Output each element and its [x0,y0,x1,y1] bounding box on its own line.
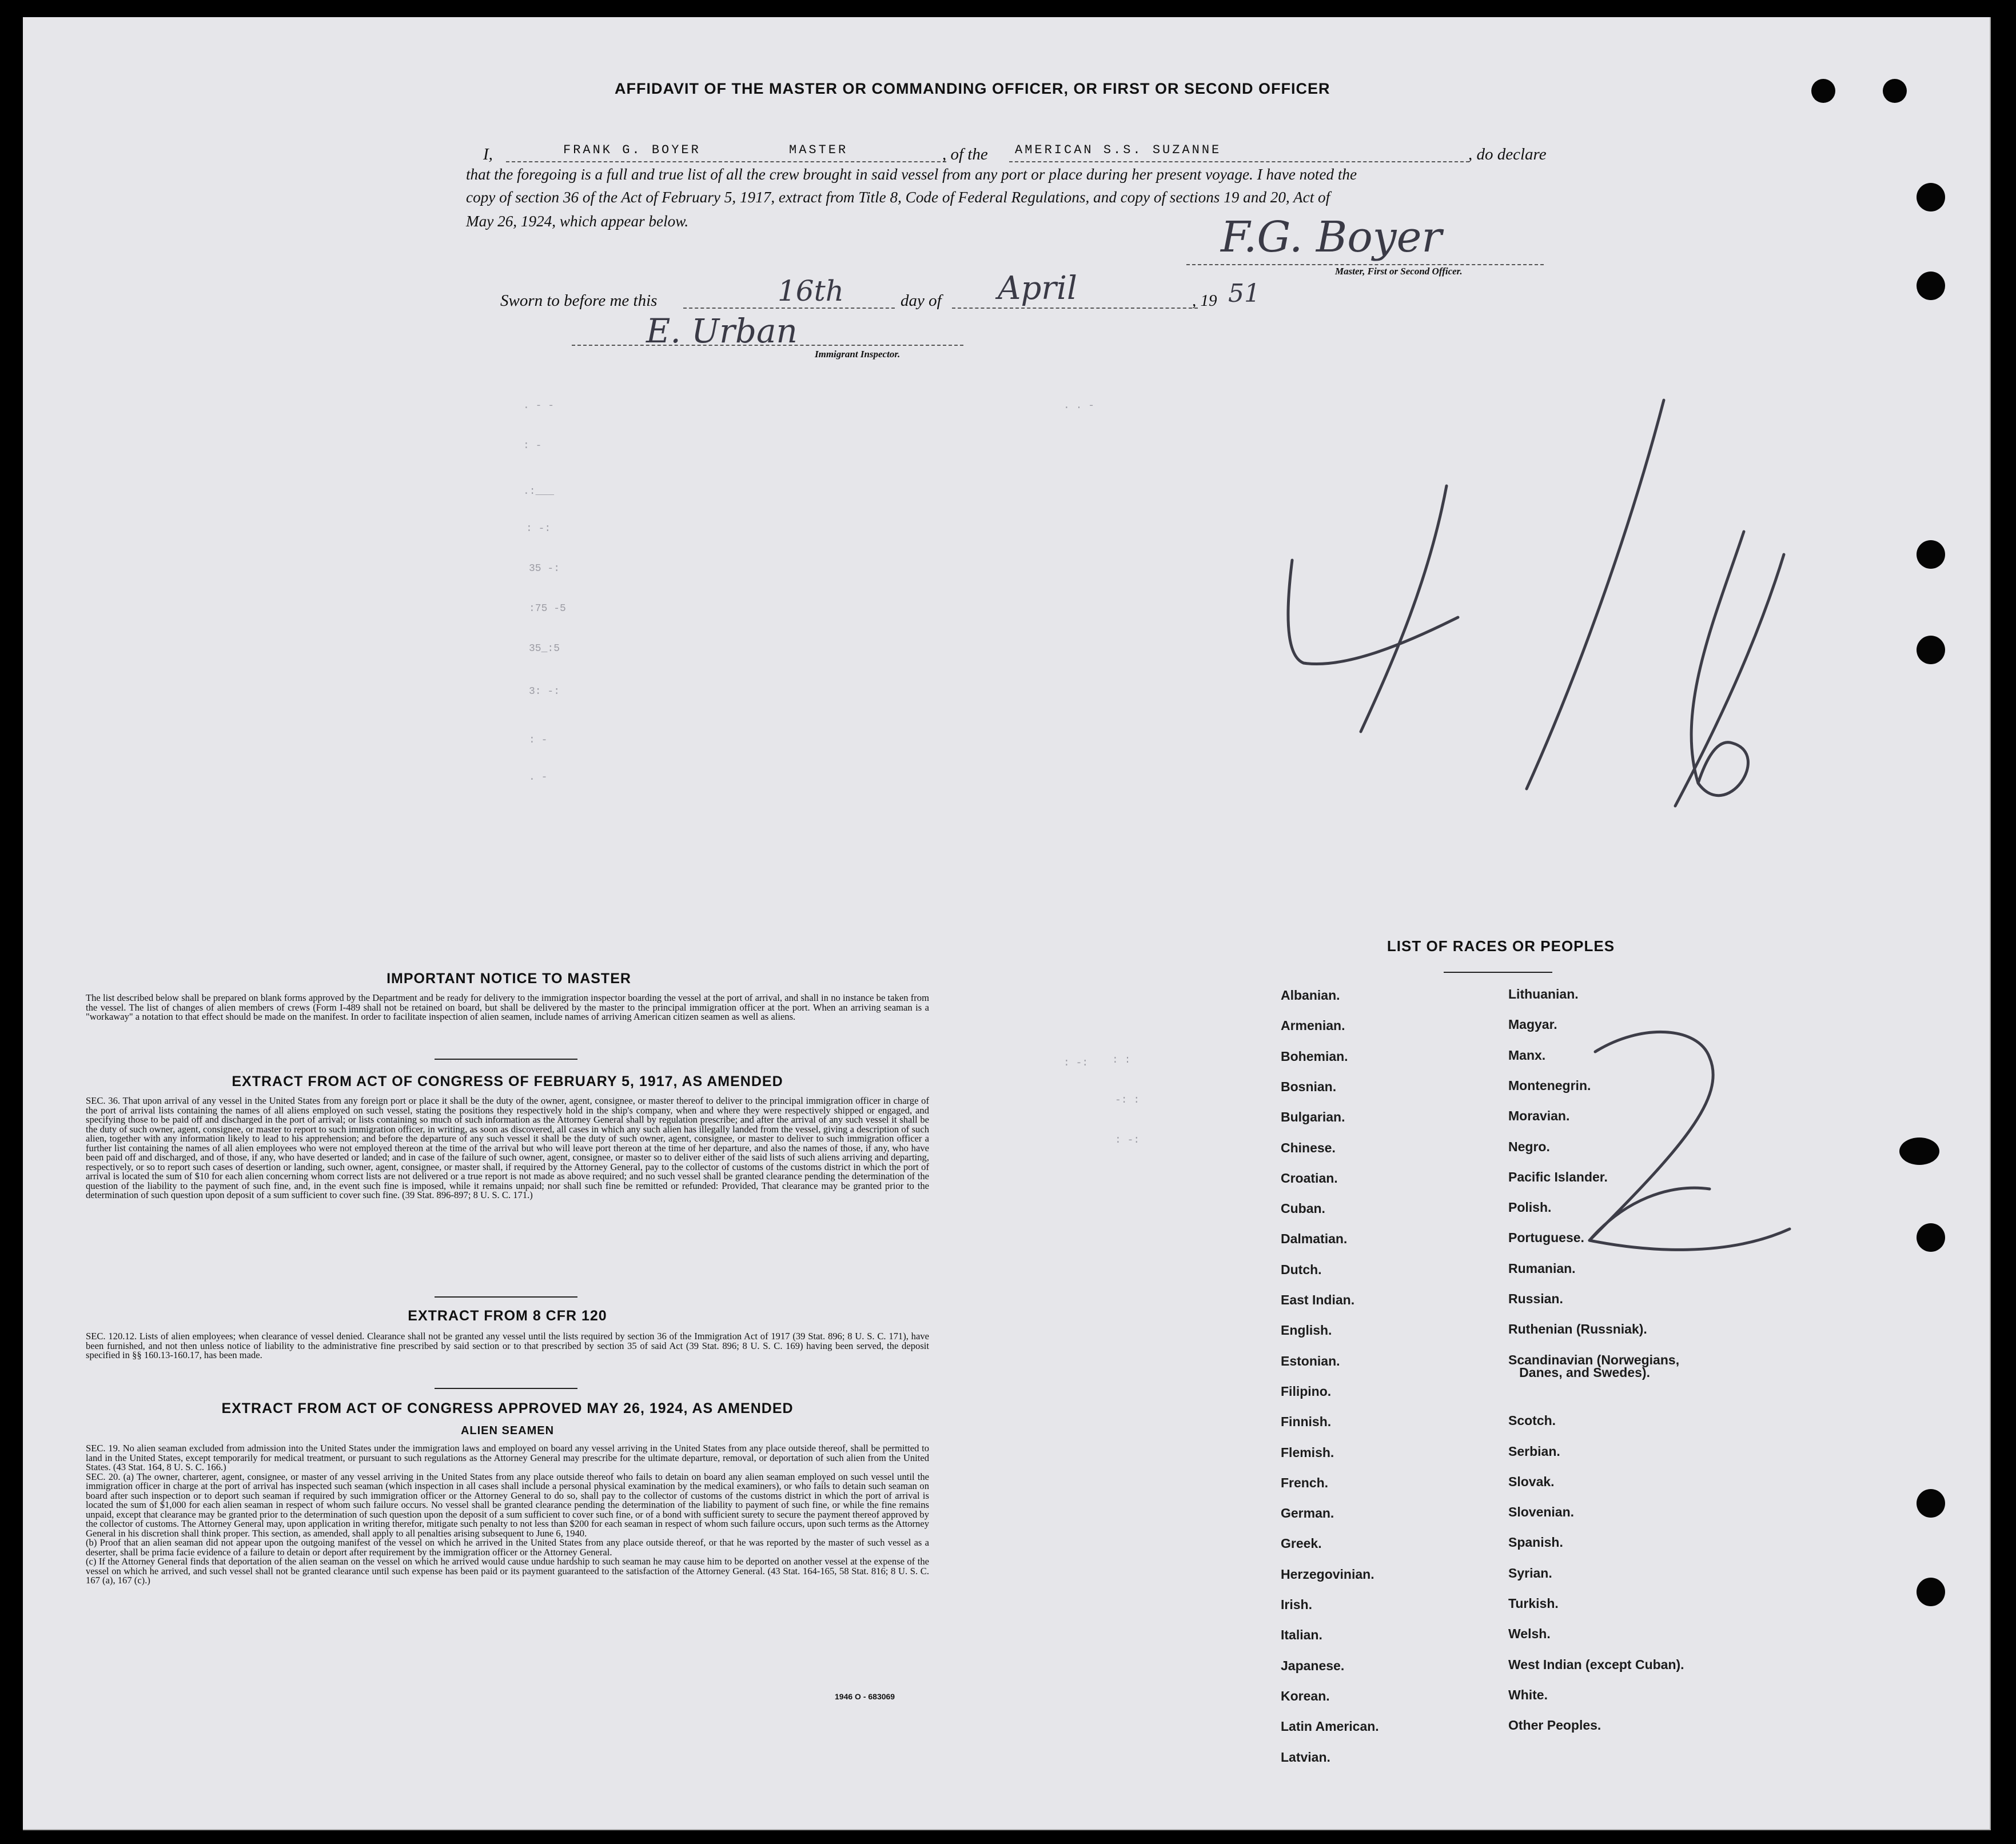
races-title: LIST OF RACES OR PEOPLES [1387,937,1615,955]
handwritten-number-mark [1555,1017,1818,1280]
race-item: Syrian. [1508,1565,1552,1580]
notice-title: IMPORTANT NOTICE TO MASTER [387,971,631,987]
bleed-through-mark: . - - [523,400,555,412]
race-item: Italian. [1281,1627,1322,1643]
bleed-through-mark: :75 -5 [529,603,566,614]
master-name: FRANK G. BOYER [563,143,701,157]
divider [1444,972,1552,973]
race-item: Scotch. [1508,1413,1556,1428]
race-item: Rumanian. [1508,1260,1576,1276]
bleed-through-mark: : : [1112,1055,1131,1066]
sworn-label: Sworn to before me this [500,292,658,310]
race-item: Ruthenian (Russniak). [1508,1322,1647,1337]
punch-hole [1917,1489,1945,1518]
extract-1917-body: SEC. 36. That upon arrival of any vessel in the United States from any foreign port or place it shall be the duty of the owner, agent, consignee, or master thereof to deliver to the principal immigration officer in charge of the port of arrival lists containing the names of all aliens employed on such vessel, stating the positions they respectively hold in the ship's company, when and where they were respectively shipped or engaged, and specifying those to be paid off and discharged in the port of arrival; or lists containing so much of such information as the Attorney General shall by regulation prescribe; and after the arrival of any such vessel it shall be the duty of such owner, agent, consignee, or master to report to such immigration officer, in writing, as soon as discovered, all cases in which any such alien has illegally landed from the vessel, giving a description of such alien, together with any information likely to lead to his apprehension; and before the departure of any such vessel it shall be the duty of such owner, agent, consignee, or master to deliver to such immigration officer a further list containing the names of all alien employees who were not employed thereon at the time of the arrival but who will leave port thereon at the time of her departure, and also the names of those, if any, who have been paid off and discharged, and of those, if any, who have deserted or landed; and in case of the failure of such owner, agent, consignee, or master so to deliver either of the said lists of such aliens arriving and departing, respectively, or so to report such cases of desertion or landing, such owner, agent, consignee, or master shall, if required by the Attorney General, pay to the collector of customs of the customs district in which the port of arrival is located the sum of $10 for each alien concerning whom correct lists are not delivered or a true report is not made as above required; and no such vessel shall be granted clearance pending the determination of the question of the liability to the payment of such fine, and, in the event such fine is imposed, while it remains unpaid; nor shall such fine be remitted or refunded: Provided, That clearance may be granted prior to the determination of such question upon deposit of a sum sufficient to cover such fine. (39 Stat. 896-897; 8 U. S. C. 171.) [86,1095,929,1200]
bleed-through-mark: : -: [526,523,551,534]
bleed-through-mark: : - [529,735,548,746]
race-item: Filipino. [1281,1383,1332,1399]
race-item: Korean. [1281,1688,1330,1703]
punch-hole [1899,1137,1939,1165]
month-line [952,308,1198,309]
race-item: Portuguese. [1508,1230,1584,1246]
vessel-line [1009,161,1469,162]
race-item: Polish. [1508,1200,1552,1215]
race-item: Chinese. [1281,1140,1336,1155]
race-item: Cuban. [1281,1201,1325,1216]
race-item: Other Peoples. [1508,1718,1601,1733]
punch-hole [1917,183,1945,211]
affidavit-title: AFFIDAVIT OF THE MASTER OR COMMANDING OFFICER, OR FIRST OR SECOND OFFICER [615,80,1330,97]
name-line [506,161,946,162]
punch-hole [1917,1223,1945,1252]
race-item: Armenian. [1281,1018,1345,1033]
affidavit-line: May 26, 1924, which appear below. [466,213,689,230]
race-item: Croatian. [1281,1170,1338,1186]
race-item: Japanese. [1281,1658,1345,1673]
extract-8cfr-title: EXTRACT FROM 8 CFR 120 [408,1308,607,1324]
handwritten-date-mark [1258,389,1807,846]
divider [435,1296,577,1298]
race-item: West Indian (except Cuban). [1508,1657,1684,1672]
race-item: French. [1281,1475,1329,1490]
race-item: Albanian. [1281,988,1340,1003]
bleed-through-mark: : -: [1063,1057,1089,1069]
master-caption: Master, First or Second Officer. [1335,266,1463,277]
race-item: Dutch. [1281,1262,1322,1277]
of-the-label: , of the [942,145,988,163]
race-item: Flemish. [1281,1444,1334,1460]
bleed-through-mark: : - [523,440,542,452]
race-item: Herzegovinian. [1281,1566,1374,1582]
notice-body: The list described below shall be prepared on blank forms approved by the Department and be ready for delivery to the immigration inspector boarding the vessel at the port of arrival, and shall in no instance be taken from the vessel. The list of changes of alien members of crews (Form I-489 shall not be retained on board, but shall be delivered by the master to the principal immigration officer at the port. When an arriving seaman is a "workaway" a notation to that effect should be made on the manifest. In order to facilitate inspection of alien seamen, include names of arriving American citizen seamen as well as aliens. [86,992,929,1022]
punch-hole [1917,1578,1945,1606]
race-item: Dalmatian. [1281,1231,1348,1247]
punch-hole [1883,79,1907,103]
race-item: Bosnian. [1281,1079,1337,1094]
race-item: Manx. [1508,1047,1546,1063]
sworn-day: 16th [778,274,844,308]
race-item: Bohemian. [1281,1048,1348,1064]
bleed-through-mark: 35_:5 [529,643,560,654]
race-item: Serbian. [1508,1443,1560,1459]
extract-1924-body: SEC. 19. No alien seaman excluded from admission into the United States under the immigration laws and employed on board any vessel arriving in the United States from any place outside thereof, shall be permitted to land in the United States, except temporarily for medical treatment, or pursuant to such regulations as the Attorney General may prescribe for the ultimate departure, removal, or deportation of such alien from the United States. (43 Stat. 164, 8 U. S. C. 166.) SEC. 20. (a) The owner, charterer, agent, consignee, or master of any vessel arriving in the United States from any place outside thereof who fails to detain on board any alien seaman employed on such vessel until the immigration officer in charge at the port of arrival has inspected such seaman (which inspection in all cases shall include a personal physical examination by the medical examiners), or who fails to detain such seaman on board after such inspection or to deport such seaman if required by such immigration officer or the Attorney General to do so, shall pay to the collector of customs of the customs district in which the port of arrival is located the sum of $1,000 for each alien seaman in respect of whom such failure occurs. No vessel shall be granted clearance pending the determination of the liability to payment of such fine, or while the fine remains unpaid, except that clearance may be granted prior to the determination of such question upon the deposit of a sum sufficient to cover such fine, or of a bond with sufficient surety to secure the payment thereof approved by the collector of customs. The Attorney General may, upon application in writing therefor, mitigate such penalty to not less than $200 for each seaman in respect of whom such failure occurs, upon such terms as the Attorney General in his discretion shall think proper. This section, as amended, shall apply to all penalties arising subsequent to June 6, 1940. (b) Proof that an alien seaman did not appear upon the outgoing manifest of the vessel on which he arrived in the United States from any place outside thereof, or that he was reported by the master of such vessel as a deserter, shall be prima facie evidence of a failure to detain or deport after requirement by the immigration officer or the Attorney General. (c) If the Attorney General finds that deportation of the alien seaman on the vessel on which he arrived would cause undue hardship to such seaman he may cause him to be deported on another vessel at the expense of the vessel on which he arrived, and such vessel shall not be granted clearance until such expense has been paid or its payment guaranteed to the satisfaction of the Attorney General. (43 Stat. 164-165, 58 Stat. 816; 8 U. S. C. 167 (a), 167 (c).) [86,1443,929,1586]
race-item: East Indian. [1281,1292,1355,1307]
race-item: Spanish. [1508,1535,1563,1550]
race-item: Pacific Islander. [1508,1169,1608,1184]
race-item: Slovenian. [1508,1504,1575,1520]
race-item: Montenegrin. [1508,1077,1591,1093]
sworn-month: April [998,270,1077,307]
race-item: Turkish. [1508,1596,1559,1611]
race-item: Lithuanian. [1508,987,1579,1001]
vessel-name: AMERICAN S.S. SUZANNE [1015,143,1222,157]
bleed-through-mark: . . - [1063,400,1095,412]
bleed-through-mark: .:___ [523,486,555,497]
extract-1924-title: EXTRACT FROM ACT OF CONGRESS APPROVED MAY 26, 1924, AS AMENDED [221,1400,794,1416]
divider [435,1388,577,1389]
i-label: I, [483,145,493,163]
race-item: English. [1281,1323,1332,1338]
extract-1917-title: EXTRACT FROM ACT OF CONGRESS OF FEBRUARY 5, 1917, AS AMENDED [232,1073,783,1089]
race-item: Irish. [1281,1597,1312,1612]
master-rank: MASTER [789,143,848,157]
year-prefix: , 19 [1192,292,1217,310]
race-item: Bulgarian. [1281,1109,1345,1125]
punch-hole [1917,540,1945,569]
bleed-through-mark: -: : [1115,1095,1140,1106]
race-item: German. [1281,1506,1334,1521]
race-item: Negro. [1508,1139,1550,1154]
bleed-through-mark: : -: [1115,1135,1140,1146]
master-signature: F.G. Boyer [1221,213,1442,262]
print-code: 1946 O - 683069 [835,1692,895,1701]
punch-hole [1917,636,1945,664]
inspector-caption: Immigrant Inspector. [815,349,901,360]
punch-hole [1811,79,1835,103]
day-line [683,308,895,309]
race-item: White. [1508,1687,1548,1702]
bleed-through-mark: 35 -: [529,563,560,574]
do-declare-label: , do declare [1468,145,1547,163]
race-item: Latvian. [1281,1749,1330,1765]
race-item: Moravian. [1508,1108,1570,1124]
extract-1924-subtitle: ALIEN SEAMEN [460,1424,555,1437]
race-item: Finnish. [1281,1414,1332,1430]
extract-8cfr-body: SEC. 120.12. Lists of alien employees; when clearance of vessel denied. Clearance shall not be granted any vessel until the lists required by section 36 of the Immigration Act of 1917 (39 Stat. 896; 8 U. S. C. 171), have been furnished, and not then unless notice of liability to the administrative fine prescribed by said section or to that prescribed by section 35 of said Act (39 Stat. 896; 8 U. S. C. 169) having been served, the deposit specified in §§ 160.13-160.17, has been made. [86,1331,929,1360]
race-item: Latin American. [1281,1719,1379,1734]
race-item: Magyar. [1508,1017,1557,1032]
race-item: Russian. [1508,1291,1563,1306]
race-item: Welsh. [1508,1626,1551,1642]
bleed-through-mark: . - [529,772,548,783]
race-item: Slovak. [1508,1474,1555,1489]
race-item: Greek. [1281,1536,1322,1551]
affidavit-line: that the foregoing is a full and true list of all the crew brought in said vessel from any port or place during her present voyage. I have noted the [466,166,1357,183]
bleed-through-mark: 3: -: [529,686,560,697]
race-item: Estonian. [1281,1353,1340,1368]
inspector-signature: E. Urban [646,312,798,350]
punch-hole [1917,272,1945,300]
sworn-year: 51 [1228,279,1260,308]
divider [435,1059,577,1060]
affidavit-line: copy of section 36 of the Act of February 5, 1917, extract from Title 8, Code of Federal Regulations, and copy of sections 19 and 20, Act of [466,189,1330,206]
master-signature-line [1186,264,1544,265]
race-item: Scandinavian (Norwegians, Danes, and Swedes). [1508,1352,1680,1380]
day-of-label: day of [901,292,942,310]
